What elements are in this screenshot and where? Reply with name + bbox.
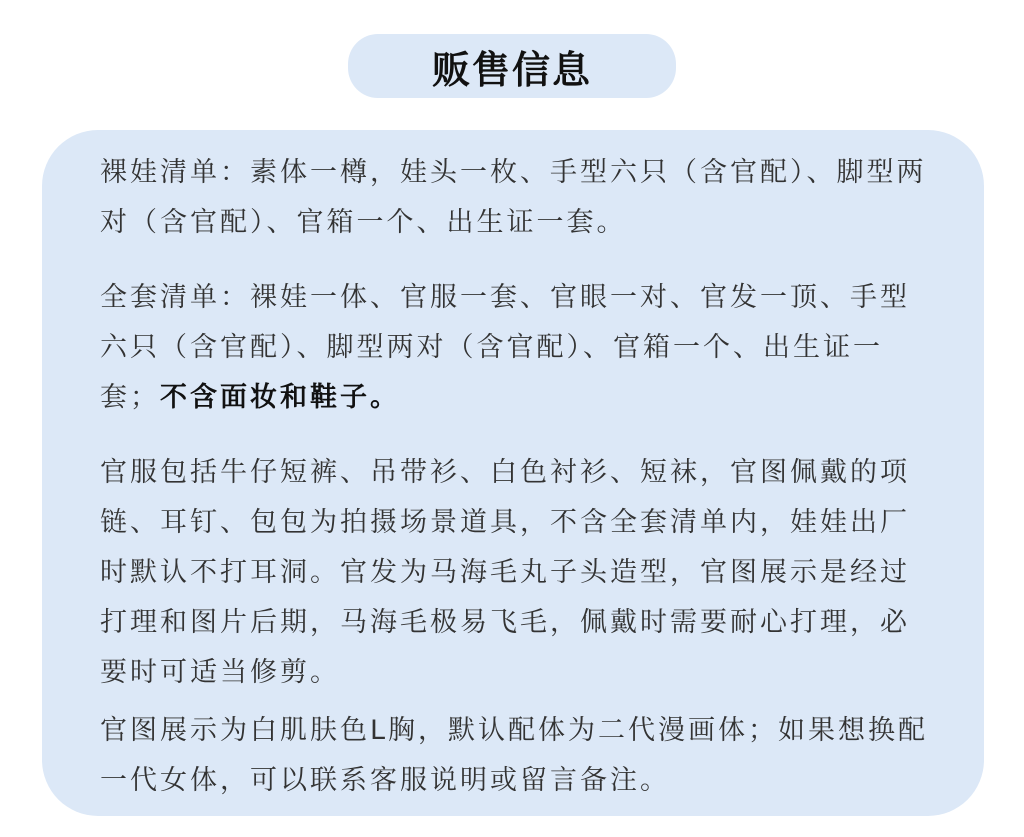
full-set-list xyxy=(100,273,934,423)
full-set-list-text: 全套清单：裸娃一体、官服一套、官眼一对、官发一顶、手型六只（含官配）、脚型两对（含官配）、官箱一个、出生证一套； xyxy=(100,282,910,413)
page-title: 贩售信息 xyxy=(431,47,592,92)
title-banner xyxy=(348,34,676,98)
bare-doll-list xyxy=(100,148,934,248)
body-type-note xyxy=(100,706,934,806)
outfit-details xyxy=(100,448,934,698)
full-set-exclusion-note: 不含面妆和鞋子。 xyxy=(160,382,400,413)
info-card xyxy=(42,130,984,816)
bare-doll-list-text: 裸娃清单：素体一樽，娃头一枚、手型六只（含官配）、脚型两对（含官配）、官箱一个、出生证一套。 xyxy=(100,157,927,238)
info-card-content xyxy=(100,148,934,806)
outfit-details-text: 官服包括牛仔短裤、吊带衫、白色衬衫、短袜，官图佩戴的项链、耳钉、包包为拍摄场景道具，不含全套清单内，娃娃出厂时默认不打耳洞。官发为马海毛丸子头造型，官图展示是经过打理和图片后期，马海毛极易飞毛，佩戴时需要耐心打理，必要时可适当修剪。 xyxy=(100,457,910,688)
body-type-note-text: 官图展示为白肌肤色L胸，默认配体为二代漫画体；如果想换配一代女体，可以联系客服说明或留言备注。 xyxy=(100,715,929,796)
